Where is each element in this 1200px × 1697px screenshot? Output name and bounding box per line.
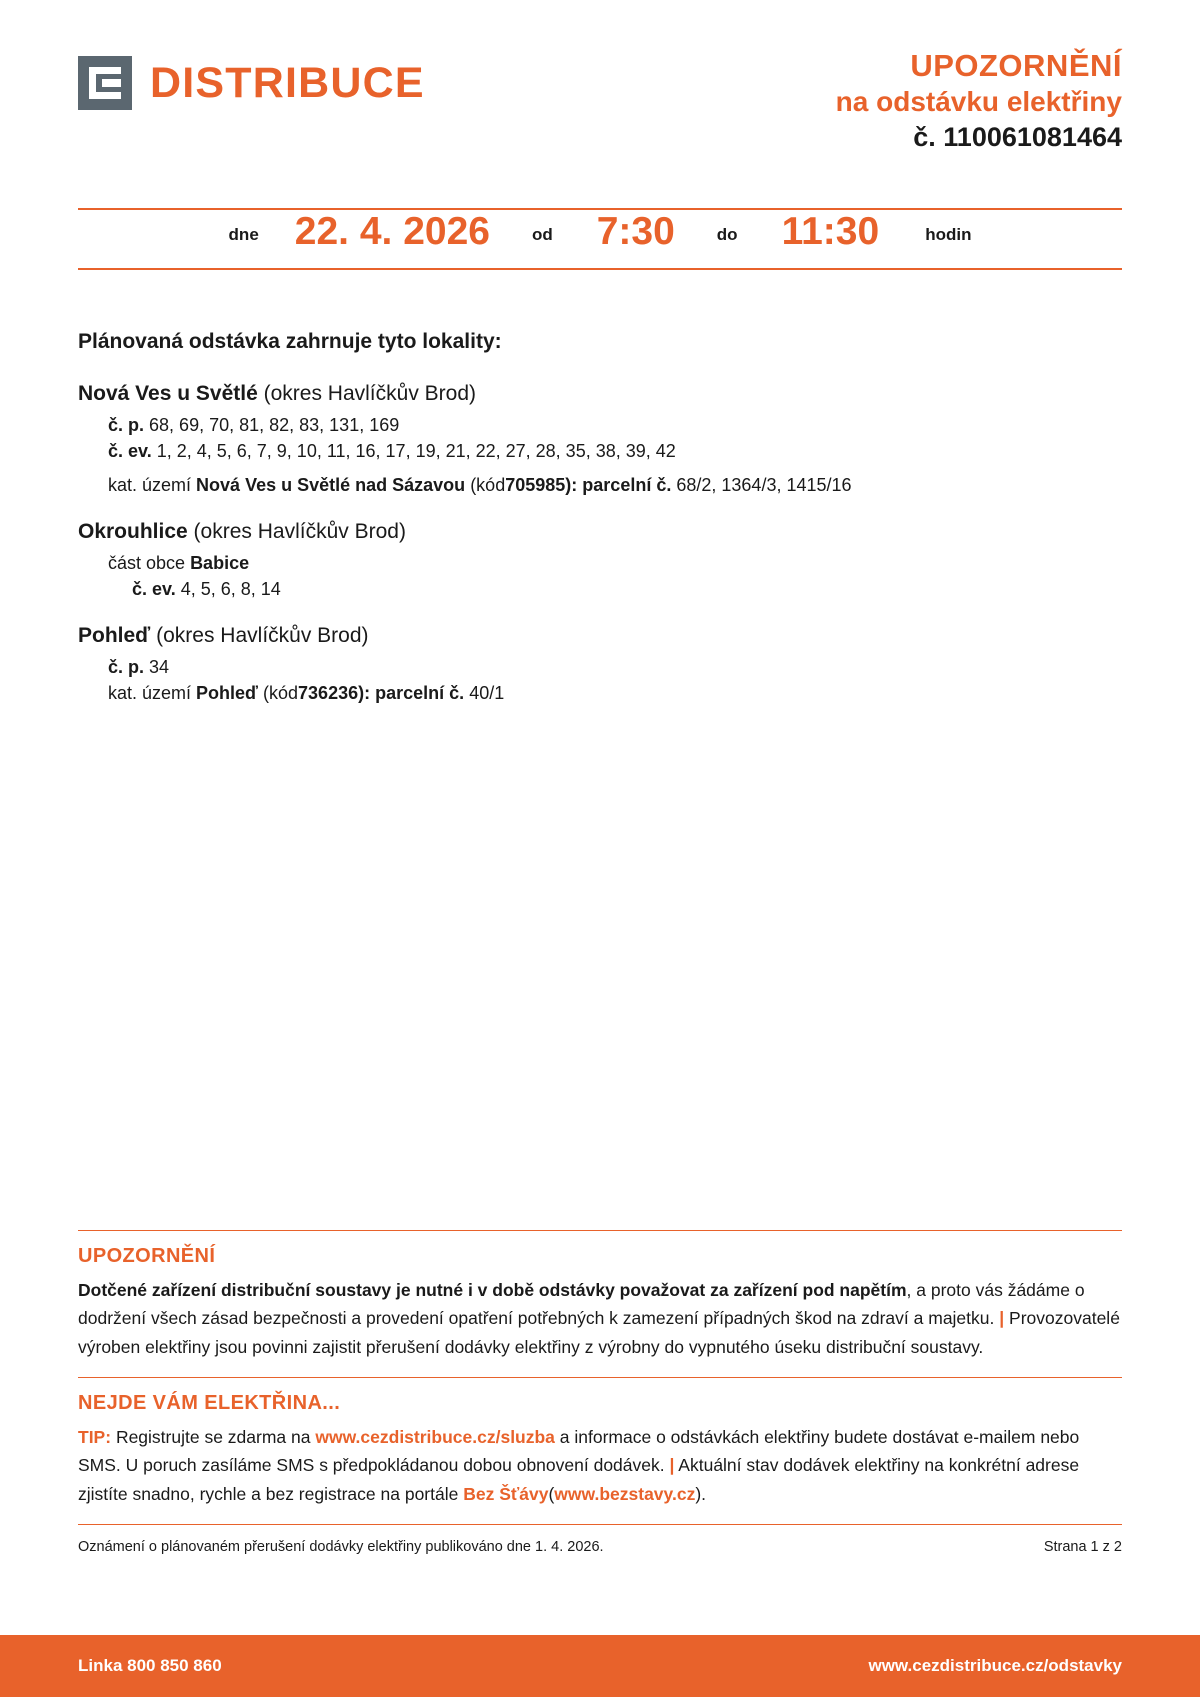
- bezstavy-link[interactable]: www.bezstavy.cz: [554, 1483, 696, 1504]
- locality-name: Okrouhlice: [78, 520, 188, 544]
- cadastral-code-label: (kód: [263, 683, 299, 704]
- warning-text-tail: Provozovatelé výroben elektřiny jsou povinni zajistit přerušení dodávky elektřiny z výrobny do vypnutého úseku distribuční soustavy.: [78, 1308, 1120, 1357]
- page-header: [78, 0, 1122, 154]
- footer-bar: [0, 1635, 1200, 1697]
- locality-title: [78, 624, 1122, 648]
- publication-row: [78, 1525, 1122, 1555]
- publication-note: Oznámení o plánovaném přerušení dodávky elektřiny publikováno dne 1. 4. 2026.: [78, 1539, 604, 1555]
- tip-text-2: a informace o odstávkách elektřiny budete dostávat e-mailem nebo SMS. U poruch zasíláme SMS s předpokládanou dobou obnovení dodávek.: [78, 1426, 1080, 1476]
- locality-name: Pohleď: [78, 624, 151, 648]
- tip-heading: NEJDE VÁM ELEKTŘINA...: [78, 1391, 341, 1414]
- tip-text: [78, 1423, 1122, 1508]
- page-number: Strana 1 z 2: [1043, 1539, 1122, 1555]
- cadastral-line: [108, 472, 1122, 498]
- bez-stavy-portal-name: Bez Šťávy: [463, 1483, 549, 1504]
- detail-value: 68, 69, 70, 81, 82, 83, 131, 169: [149, 414, 400, 435]
- locality-district: (okres Havlíčkův Brod): [263, 381, 476, 405]
- paren-open: (: [548, 1483, 555, 1504]
- from-label: od: [531, 224, 553, 244]
- detail-value: 4, 5, 6, 8, 14: [180, 579, 281, 600]
- parcel-label: parcelní č.: [375, 683, 465, 704]
- locality-intro: Plánovaná odstávka zahrnuje tyto lokality:: [78, 329, 502, 353]
- warning-notice: [78, 1231, 1122, 1377]
- detail-label: č. ev.: [108, 441, 152, 461]
- cez-e-mark-icon: [78, 56, 132, 110]
- locality-title: [78, 382, 1122, 406]
- locality-entry: [78, 520, 1122, 602]
- outage-date: 22. 4. 2026: [294, 209, 490, 253]
- document-title-block: [836, 47, 1122, 154]
- notices-section: [78, 1230, 1122, 1555]
- locality-section: [78, 330, 1122, 707]
- outage-date-bar: [78, 208, 1122, 270]
- locality-district: (okres Havlíčkův Brod): [193, 520, 406, 544]
- locality-district: (okres Havlíčkův Brod): [156, 624, 369, 648]
- locality-detail-line: [108, 654, 1122, 680]
- tip-notice: [78, 1378, 1122, 1524]
- paren-close: ).: [695, 1483, 707, 1504]
- outage-time-to: 11:30: [781, 209, 880, 253]
- parcel-values: 40/1: [469, 683, 505, 704]
- document-subtitle: na odstávku elektřiny: [835, 85, 1122, 117]
- cadastral-prefix: kat. území: [108, 683, 192, 704]
- tip-text-1: Registrujte se zdarma na: [115, 1426, 311, 1447]
- locality-entry: [78, 382, 1122, 498]
- locality-detail-line: [108, 438, 1122, 464]
- cezdistribuce-sluzba-link[interactable]: www.cezdistribuce.cz/sluzba: [315, 1426, 555, 1447]
- locality-title: [78, 520, 1122, 544]
- detail-value: 34: [149, 657, 170, 678]
- date-label: dne: [228, 224, 259, 244]
- document-title: UPOZORNĚNÍ: [910, 48, 1122, 83]
- locality-part-line: [108, 550, 1122, 576]
- footer-phone[interactable]: Linka 800 850 860: [78, 1656, 222, 1675]
- to-label: do: [716, 224, 738, 244]
- locality-name: Nová Ves u Světlé: [78, 381, 258, 405]
- brand-logo: [78, 47, 425, 110]
- tip-text-3: Aktuální stav dodávek elektřiny na konkrétní adrese zjistíte snadno, rychle a bez registrace na portále: [78, 1455, 1080, 1504]
- detail-label: č. p.: [108, 657, 145, 678]
- footer-url[interactable]: www.cezdistribuce.cz/odstavky: [868, 1656, 1122, 1675]
- document-number: č. 110061081464: [913, 121, 1122, 152]
- locality-detail-line: [132, 576, 1122, 602]
- cadastral-area: Nová Ves u Světlé nad Sázavou: [196, 475, 466, 496]
- brand-name: DISTRIBUCE: [150, 58, 425, 107]
- cadastral-code: 705985: [505, 475, 566, 496]
- warning-separator: |: [999, 1308, 1005, 1329]
- part-name: Babice: [190, 553, 250, 574]
- part-prefix: část obce: [108, 553, 186, 574]
- outage-time-from: 7:30: [596, 209, 675, 253]
- cadastral-area: Pohleď: [196, 683, 258, 704]
- tip-label: TIP:: [78, 1426, 112, 1447]
- cadastral-line: [108, 680, 1122, 706]
- detail-label: č. ev.: [132, 579, 176, 600]
- cadastral-code-suffix: ):: [358, 683, 371, 704]
- warning-text-after: , a proto vás žádáme o dodržení všech zásad bezpečnosti a provedení opatření potřebných k zamezení případných škod na zdraví a majetku.: [78, 1279, 1085, 1329]
- parcel-values: 68/2, 1364/3, 1415/16: [676, 475, 852, 496]
- locality-detail-line: [108, 412, 1122, 438]
- parcel-label: parcelní č.: [582, 475, 672, 496]
- warning-bold-lead: Dotčené zařízení distribuční soustavy je nutné i v době odstávky považovat za zařízení pod napětím: [78, 1279, 907, 1300]
- cadastral-prefix: kat. území: [108, 475, 192, 496]
- cadastral-code: 736236: [298, 683, 359, 704]
- detail-value: 1, 2, 4, 5, 6, 7, 9, 10, 11, 16, 17, 19, 21, 22, 27, 28, 35, 38, 39, 42: [156, 441, 676, 461]
- detail-label: č. p.: [108, 414, 145, 435]
- warning-text: [78, 1276, 1122, 1361]
- cadastral-code-suffix: ):: [565, 475, 578, 496]
- cadastral-code-label: (kód: [470, 475, 506, 496]
- locality-entry: [78, 624, 1122, 706]
- warning-heading: UPOZORNĚNÍ: [78, 1244, 216, 1267]
- hours-label: hodin: [925, 224, 972, 244]
- tip-separator: |: [669, 1455, 675, 1476]
